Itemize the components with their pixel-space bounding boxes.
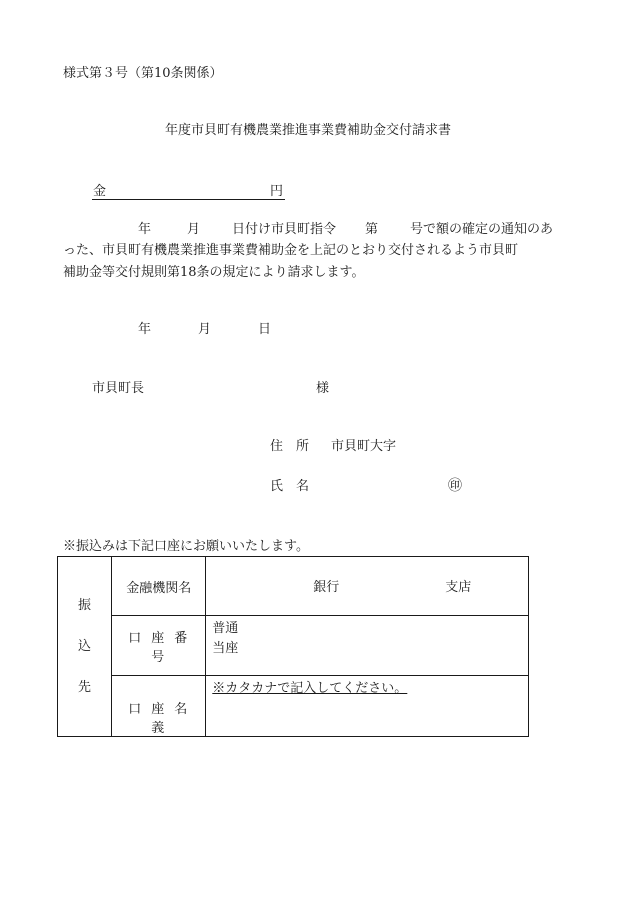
account-name-note: ※カタカナで記入してください。 [212,681,408,696]
amount-prefix: 金 [93,184,107,199]
address-value: 市貝町大字 [331,439,397,454]
account-type-current: 当座 [212,641,239,656]
branch-suffix: 支店 [445,580,472,595]
addressee-honorific: 様 [316,381,330,396]
body-year: 年 [138,222,152,237]
header-char-2: 込 [78,639,92,654]
transfer-destination-header [58,557,112,737]
amount-unit: 円 [270,184,284,199]
account-number-field[interactable] [206,616,529,676]
body-day-text: 日付け市貝町指令 [232,222,337,237]
date-month: 月 [198,322,212,337]
header-char-1: 振 [78,598,92,613]
bank-note: ※振込みは下記口座にお願いいたします。 [63,539,309,554]
account-name-field[interactable] [206,676,529,737]
date-day: 日 [258,322,272,337]
seal-mark: ㊞ [448,478,462,494]
form-title: 年度市貝町有機農業推進事業費補助金交付請求書 [165,123,452,138]
account-number-label: 口座番号 [112,616,206,676]
date-year: 年 [138,322,152,337]
addressee-name: 市貝町長 [92,381,145,396]
body-line3: 補助金等交付規則第18条の規定により請求します。 [63,265,365,280]
header-char-3: 先 [78,680,92,695]
form-number: 様式第３号（第10条関係） [63,66,223,81]
bank-suffix: 銀行 [313,580,340,595]
body-rest-line1: 号で額の確定の通知のあ [410,222,554,237]
amount-underline [92,199,285,200]
name-label: 氏 名 [270,479,310,494]
body-line2: った、市貝町有機農業推進事業費補助金を上記のとおり交付されるよう市貝町 [63,243,519,258]
body-dai: 第 [365,222,379,237]
bank-account-table [57,556,529,737]
account-name-label: 口座名義 [112,676,206,737]
account-type-ordinary: 普通 [212,621,239,636]
address-label: 住 所 [270,439,310,454]
body-month: 月 [187,222,201,237]
institution-label: 金融機関名 [112,557,206,616]
institution-field[interactable] [206,557,529,616]
